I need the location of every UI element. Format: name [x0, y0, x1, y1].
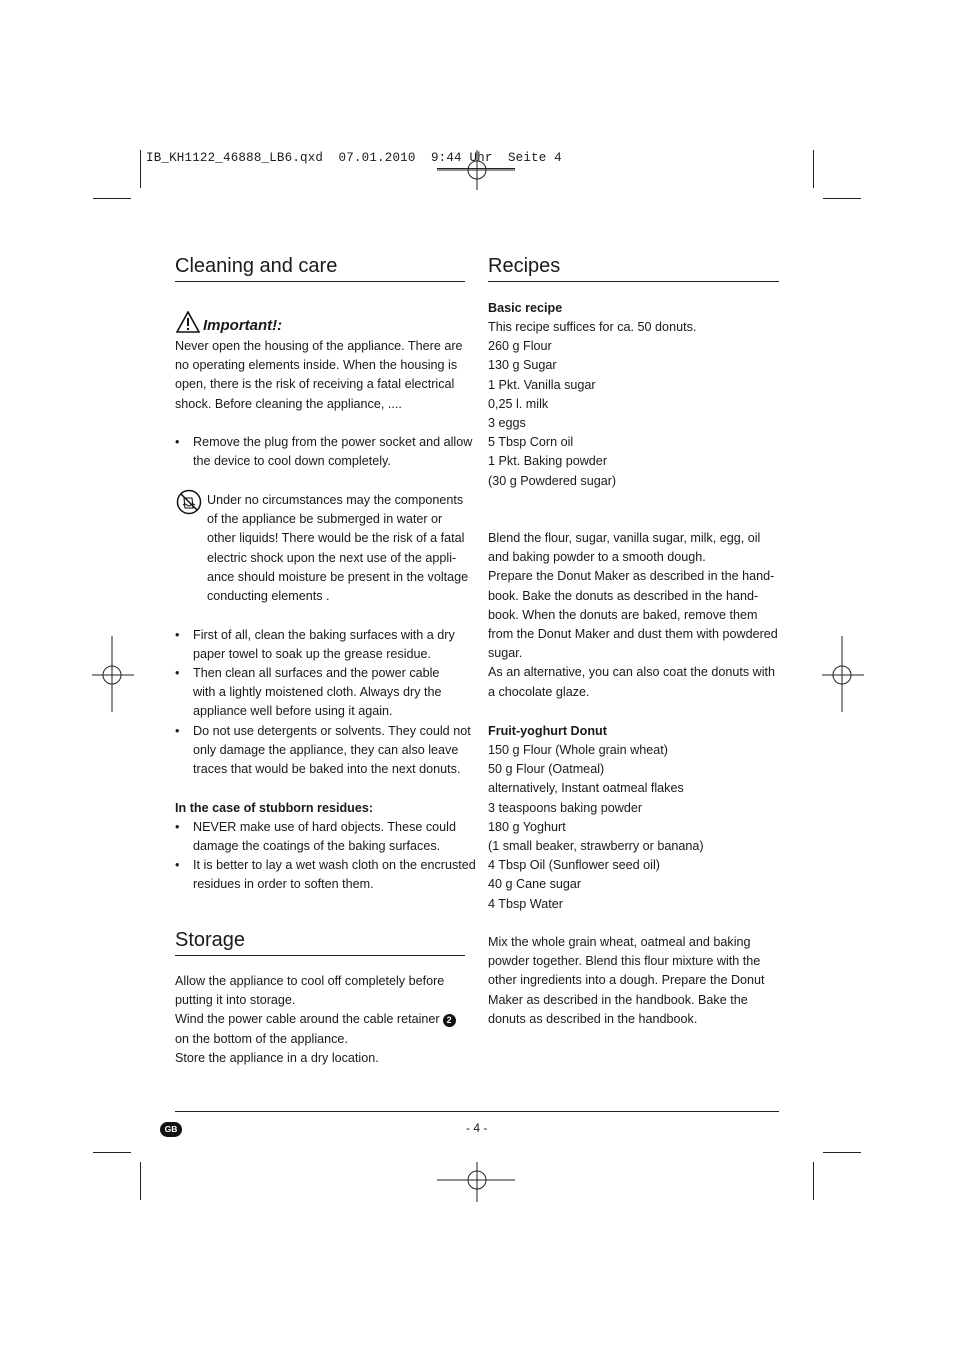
important-text: Never open the housing of the appliance. There are no operating elements inside. When the housing is open, there is the risk of receiving a fatal electrical shock. Before cleaning the appliance, .... [175, 339, 463, 411]
fruit-recipe-heading: Fruit-yoghurt Donut [488, 724, 607, 738]
no-immersion-icon [176, 489, 202, 515]
important-label: Important!: [203, 317, 283, 334]
registration-mark-bottom [437, 1162, 517, 1202]
registration-mark-right [822, 636, 864, 714]
recipes-title: Recipes [488, 255, 561, 277]
print-slug: IB_KH1122_46888_LB6.qxd 07.01.2010 9:44 Uhr Seite 4 [146, 151, 562, 165]
stubborn-heading: In the case of stubborn residues: [175, 801, 374, 815]
storage-text: Allow the appliance to cool off completely before putting it into storage. Wind the power cable around the cable retainer 2 on the bottom of the appliance. Store the appliance in a dry location. [175, 972, 456, 1068]
registration-mark-left [92, 636, 134, 714]
fruit-recipe-method: Mix the whole grain wheat, oatmeal and baking powder together. Blend this flour mixture with the other ingredients into a dough. Prepare the Donut Maker as described in the handbook. Bake the donuts as described in the handbook. [488, 935, 765, 1026]
warning-triangle-icon [176, 311, 200, 333]
basic-recipe-ingredients: This recipe suffices for ca. 50 donuts. 260 g Flour 130 g Sugar 1 Pkt. Vanilla sugar 0,25 l. milk 3 eggs 5 Tbsp Corn oil 1 Pkt. Baking powder (30 g Powdered sugar) [488, 320, 697, 488]
basic-recipe-method: Blend the flour, sugar, vanilla sugar, milk, egg, oil and baking powder to a smooth dough. Prepare the Donut Maker as described in the hand- book. Bake the donuts as described in the hand- book. When the donuts are baked, remove them from the Donut Maker and dust them with powdered sugar. As an alternative, you can also coat the donuts with a chocolate glaze. [488, 531, 778, 699]
recipes-title-rule [488, 281, 779, 282]
slug-underline [437, 168, 515, 169]
page-number: - 4 - [466, 1121, 488, 1135]
cable-retainer-badge: 2 [443, 1014, 456, 1027]
basic-recipe-heading: Basic recipe [488, 301, 563, 315]
warning-text: Under no circumstances may the components of the appliance be submerged in water or other liquids! There would be the risk of a fatal electric shock upon the next use of the appli- ance should moisture be present in the voltage conducting elements . [207, 493, 469, 604]
storage-title: Storage [175, 929, 246, 951]
cleaning-title-rule [175, 281, 465, 282]
fruit-recipe-ingredients: 150 g Flour (Whole grain wheat) 50 g Flour (Oatmeal) alternatively, Instant oatmeal flakes 3 teaspoons baking powder 180 g Yoghurt (1 small beaker, strawberry or banana) 4 Tbsp Oil (Sunflower seed oil) 40 g Cane sugar 4 Tbsp Water [488, 743, 704, 911]
footer-rule [175, 1111, 779, 1112]
cleaning-title: Cleaning and care [175, 255, 338, 277]
storage-title-rule [175, 955, 465, 956]
language-badge: GB [160, 1122, 182, 1137]
